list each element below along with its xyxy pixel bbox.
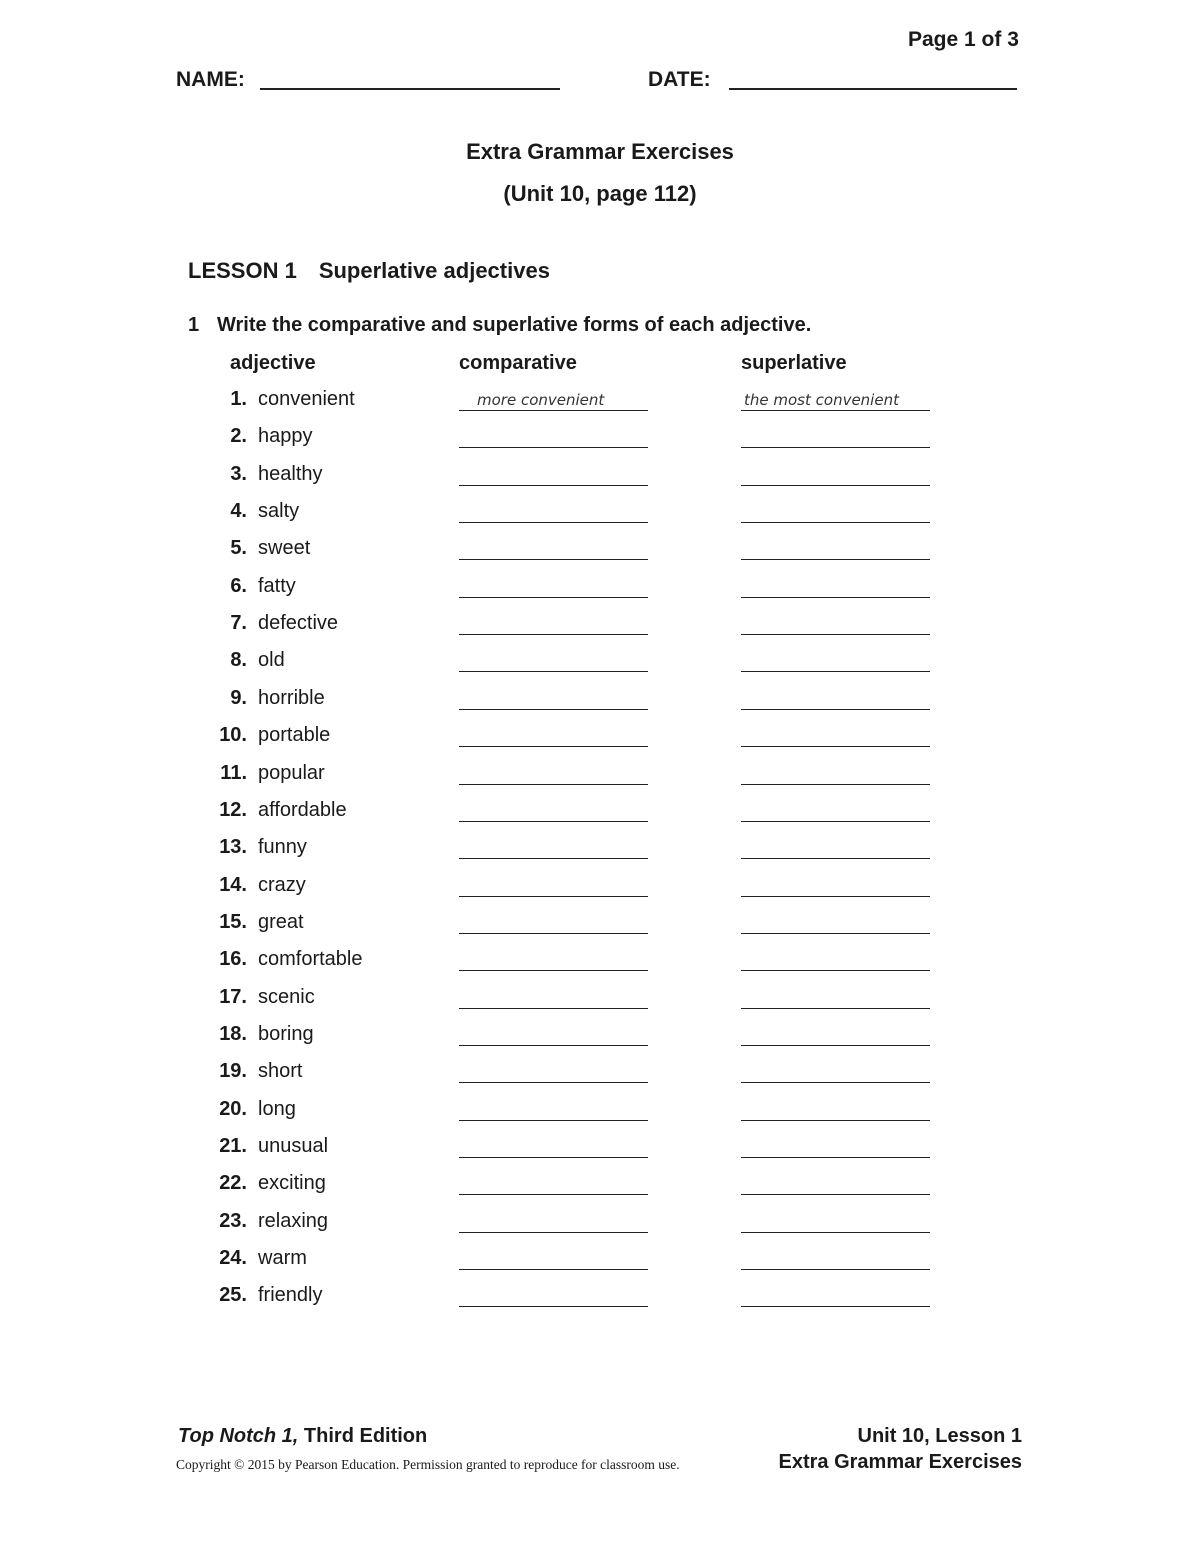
adjective-word: healthy <box>258 462 323 485</box>
superlative-answer-field[interactable] <box>741 539 930 560</box>
comparative-answer-field[interactable] <box>459 876 648 897</box>
name-field[interactable] <box>260 88 560 90</box>
list-item <box>0 1210 1200 1240</box>
item-number: 1. <box>230 388 247 410</box>
item-number: 20. <box>219 1097 247 1120</box>
list-item <box>0 537 1200 567</box>
superlative-answer-field[interactable] <box>741 801 930 822</box>
footer-unit-lesson: Unit 10, Lesson 1 <box>857 1425 1022 1447</box>
item-number: 23. <box>219 1209 247 1232</box>
superlative-answer-field[interactable] <box>741 465 930 486</box>
comparative-answer-field[interactable] <box>459 1174 648 1195</box>
comparative-answer-field[interactable] <box>459 838 648 859</box>
superlative-answer-field[interactable] <box>741 689 930 710</box>
item-number: 17. <box>219 985 247 1008</box>
item-number: 8. <box>230 649 247 672</box>
book-title: Top Notch 1, <box>178 1425 299 1447</box>
list-item <box>0 687 1200 717</box>
comparative-answer-field[interactable] <box>459 1137 648 1158</box>
item-number: 24. <box>219 1247 247 1270</box>
lesson-topic: Superlative adjectives <box>318 258 550 283</box>
adjective-word: affordable <box>258 798 347 821</box>
comparative-answer-field[interactable] <box>459 988 648 1009</box>
superlative-answer-field[interactable] <box>741 1212 930 1233</box>
adjective-word: crazy <box>258 873 306 896</box>
list-item <box>0 649 1200 679</box>
list-item <box>0 874 1200 904</box>
item-number: 15. <box>219 910 247 933</box>
adjective-word: friendly <box>258 1284 323 1307</box>
item-number: 11. <box>220 761 247 784</box>
superlative-answer-field[interactable] <box>741 1062 930 1083</box>
adjective-word: fatty <box>258 574 296 597</box>
column-header-superlative: superlative <box>741 352 847 374</box>
worksheet-subtitle: (Unit 10, page 112) <box>503 181 697 206</box>
item-number: 4. <box>230 500 247 523</box>
item-number: 7. <box>230 612 247 635</box>
adjective-word: scenic <box>258 985 315 1008</box>
page-number: Page 1 of 3 <box>908 28 1019 51</box>
list-item <box>0 1023 1200 1053</box>
date-field[interactable] <box>729 88 1017 90</box>
superlative-answer-field[interactable] <box>741 651 930 672</box>
list-item <box>0 1060 1200 1090</box>
superlative-answer-field[interactable] <box>741 1137 930 1158</box>
item-number: 3. <box>230 462 247 485</box>
item-number: 9. <box>230 686 247 709</box>
worksheet-title: Extra Grammar Exercises <box>466 139 734 164</box>
superlative-answer-field[interactable] <box>741 427 930 448</box>
adjective-word: long <box>258 1097 296 1120</box>
column-header-adjective: adjective <box>230 352 316 374</box>
superlative-answer-field[interactable] <box>741 502 930 523</box>
comparative-answer-field[interactable] <box>459 689 648 710</box>
copyright-notice: Copyright © 2015 by Pearson Education. Permission granted to reproduce for classroom use. <box>176 1457 680 1472</box>
comparative-answer-field[interactable] <box>459 801 648 822</box>
list-item <box>0 1284 1200 1314</box>
adjective-word: happy <box>258 425 313 448</box>
comparative-answer-field[interactable] <box>459 1212 648 1233</box>
adjective-word: warm <box>258 1247 307 1270</box>
footer-section: Extra Grammar Exercises <box>778 1451 1022 1473</box>
item-number: 21. <box>219 1135 247 1157</box>
list-item <box>0 500 1200 530</box>
adjective-word: defective <box>258 612 339 635</box>
exercise-number: 1 <box>188 314 200 336</box>
list-item <box>0 724 1200 754</box>
adjective-word: popular <box>258 761 325 784</box>
comparative-answer-field[interactable] <box>459 390 648 411</box>
comparative-answer-field[interactable] <box>459 614 648 635</box>
list-item <box>0 1172 1200 1202</box>
superlative-answer-field[interactable] <box>741 726 930 747</box>
lesson-label: LESSON 1 <box>188 258 297 283</box>
adjective-word: boring <box>258 1022 314 1045</box>
superlative-answer-field[interactable] <box>741 988 930 1009</box>
adjective-word: old <box>258 649 285 672</box>
comparative-answer-field[interactable] <box>459 1286 648 1307</box>
adjective-word: great <box>258 910 304 933</box>
comparative-answer-field[interactable] <box>459 950 648 971</box>
comparative-answer-field[interactable] <box>459 913 648 934</box>
adjective-word: sweet <box>258 537 311 560</box>
adjective-word: horrible <box>258 686 325 709</box>
superlative-answer-field[interactable] <box>741 876 930 897</box>
list-item <box>0 986 1200 1016</box>
superlative-answer-field[interactable] <box>741 913 930 934</box>
superlative-answer-field[interactable] <box>741 577 930 598</box>
comparative-answer-field[interactable] <box>459 502 648 523</box>
footer-book-title <box>178 1425 427 1448</box>
comparative-answer-field[interactable] <box>459 577 648 598</box>
item-number: 18. <box>219 1022 247 1045</box>
adjective-word: salty <box>258 500 300 523</box>
item-number: 25. <box>219 1284 247 1307</box>
superlative-answer-text: the most convenient <box>744 391 899 409</box>
adjective-word: portable <box>258 724 331 747</box>
superlative-answer-field[interactable] <box>741 950 930 971</box>
list-item <box>0 911 1200 941</box>
name-label: NAME: <box>176 68 245 91</box>
date-label: DATE: <box>648 68 711 91</box>
superlative-answer-field[interactable] <box>741 1174 930 1195</box>
item-number: 10. <box>219 724 247 747</box>
list-item <box>0 1135 1200 1165</box>
superlative-answer-field[interactable] <box>741 614 930 635</box>
item-number: 6. <box>230 574 247 597</box>
comparative-answer-field[interactable] <box>459 764 648 785</box>
superlative-answer-field[interactable] <box>741 1286 930 1307</box>
item-number: 13. <box>219 836 247 859</box>
comparative-answer-field[interactable] <box>459 1249 648 1270</box>
superlative-answer-field[interactable] <box>741 838 930 859</box>
item-number: 14. <box>219 873 247 896</box>
instruction-text: Write the comparative and superlative forms of each adjective. <box>217 314 812 336</box>
adjective-word: exciting <box>258 1172 326 1195</box>
item-number: 16. <box>219 948 247 971</box>
adjective-word: relaxing <box>258 1209 329 1232</box>
superlative-answer-field[interactable] <box>741 1025 930 1046</box>
comparative-answer-field[interactable] <box>459 726 648 747</box>
list-item <box>0 463 1200 493</box>
lesson-heading <box>188 258 550 284</box>
list-item <box>0 762 1200 792</box>
comparative-answer-field[interactable] <box>459 651 648 672</box>
column-header-comparative: comparative <box>459 352 577 374</box>
item-number: 19. <box>219 1060 247 1083</box>
list-item <box>0 1098 1200 1128</box>
superlative-answer-field[interactable] <box>741 764 930 785</box>
item-number: 5. <box>230 537 247 560</box>
item-number: 22. <box>219 1172 247 1195</box>
list-item <box>0 388 1200 418</box>
comparative-answer-field[interactable] <box>459 427 648 448</box>
superlative-answer-field[interactable] <box>741 390 930 411</box>
list-item <box>0 799 1200 829</box>
list-item <box>0 836 1200 866</box>
superlative-answer-field[interactable] <box>741 1249 930 1270</box>
comparative-answer-text: more convenient <box>477 391 605 409</box>
comparative-answer-field[interactable] <box>459 1100 648 1121</box>
item-number: 12. <box>219 798 247 821</box>
list-item <box>0 1247 1200 1277</box>
comparative-answer-field[interactable] <box>459 465 648 486</box>
item-number: 2. <box>230 425 247 448</box>
exercise-instruction <box>188 314 811 337</box>
adjective-word: funny <box>258 836 307 859</box>
adjective-word: convenient <box>258 388 355 410</box>
adjective-word: short <box>258 1060 303 1083</box>
comparative-answer-field[interactable] <box>459 1025 648 1046</box>
book-edition: Third Edition <box>298 1425 428 1447</box>
list-item <box>0 425 1200 455</box>
adjective-word: comfortable <box>258 948 363 971</box>
list-item <box>0 575 1200 605</box>
list-item <box>0 948 1200 978</box>
comparative-answer-field[interactable] <box>459 1062 648 1083</box>
list-item <box>0 612 1200 642</box>
comparative-answer-field[interactable] <box>459 539 648 560</box>
superlative-answer-field[interactable] <box>741 1100 930 1121</box>
adjective-word: unusual <box>258 1135 329 1157</box>
